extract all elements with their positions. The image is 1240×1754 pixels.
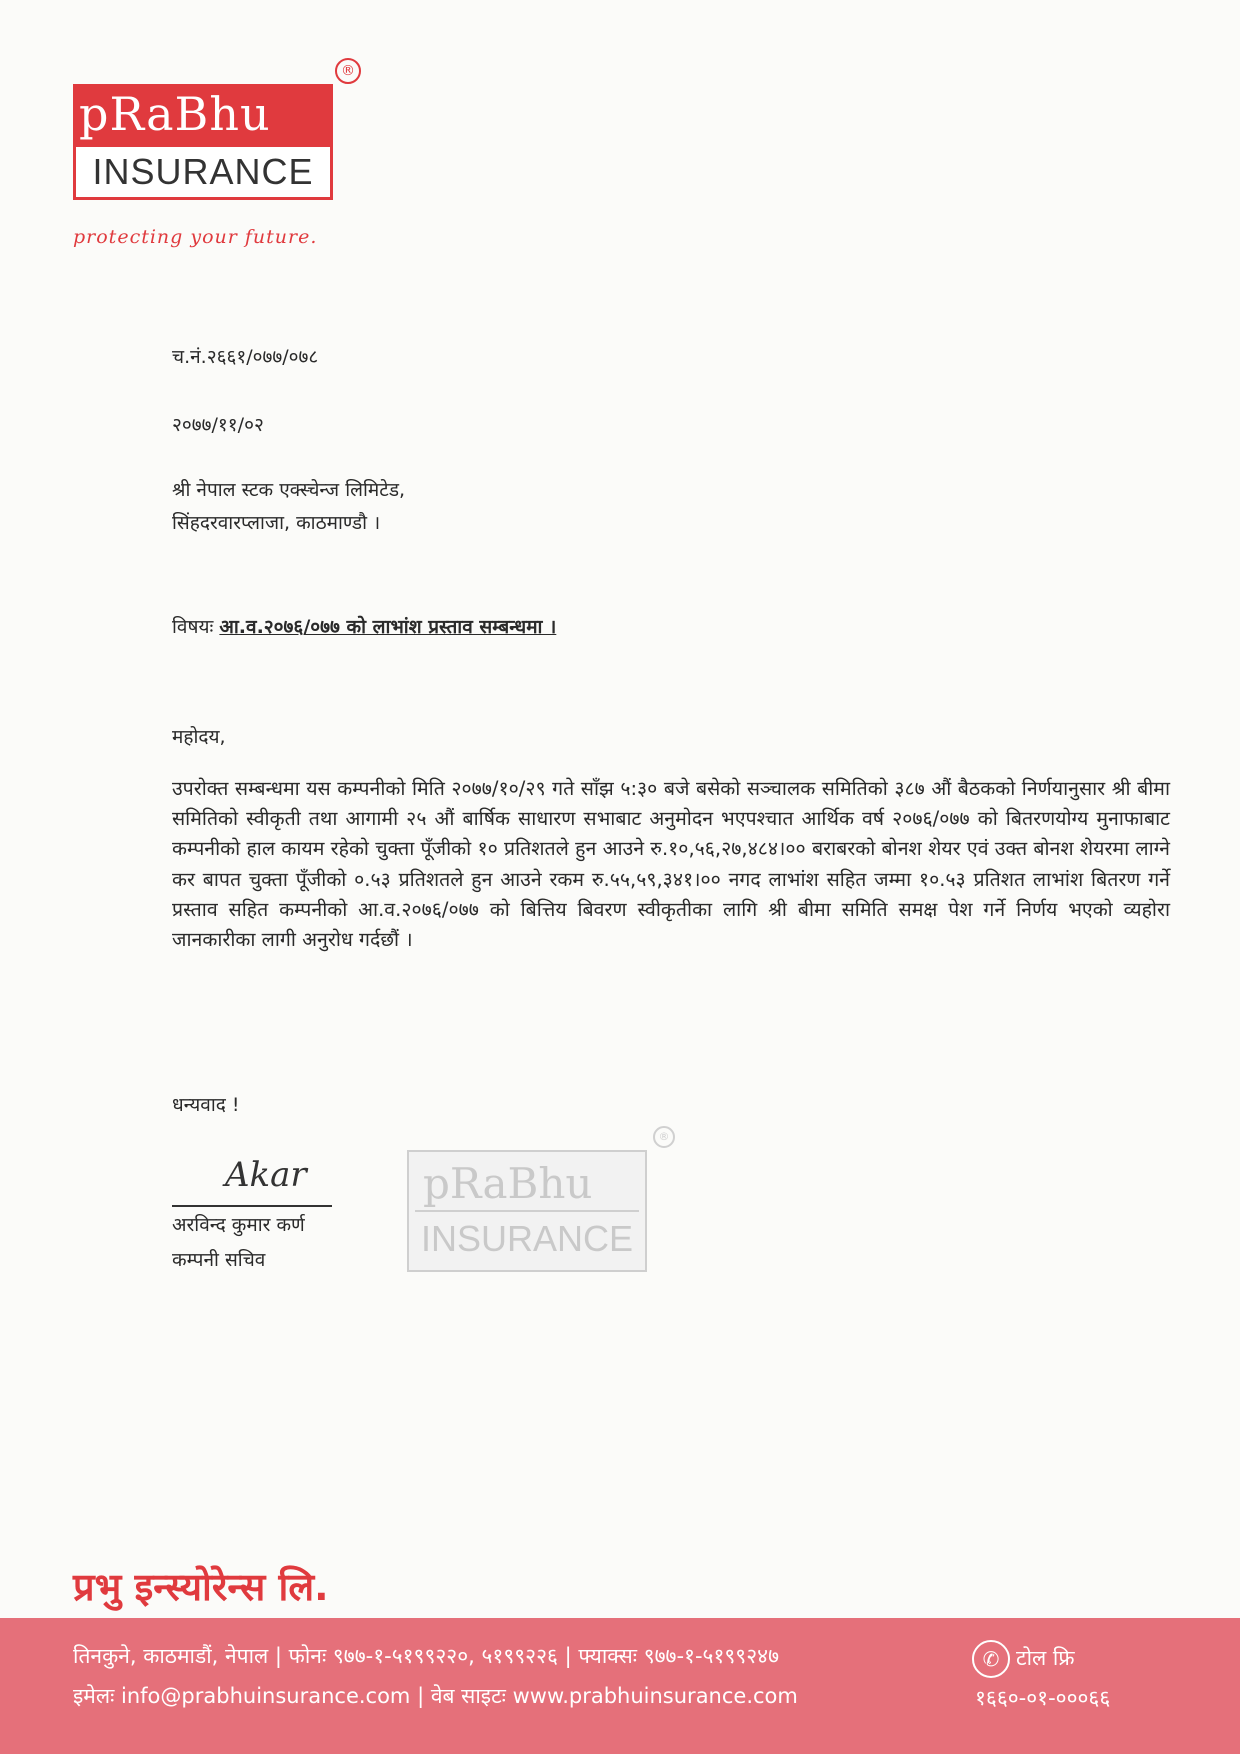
logo-brand-bottom: INSURANCE	[73, 144, 333, 200]
stamp-registered-mark-icon: ®	[653, 1126, 675, 1148]
signature: Akar	[225, 1155, 307, 1195]
recipient-line-2: सिंहदरवारप्लाजा, काठमाण्डौ ।	[172, 512, 381, 534]
toll-free-number: १६६०-०१-०००६६	[975, 1686, 1111, 1710]
phone-icon: ✆	[972, 1640, 1010, 1678]
reference-number: च.नं.२६६१/०७७/०७८	[172, 346, 319, 368]
logo-brand-top: pRaBhu	[73, 84, 333, 144]
letter-body: उपरोक्त सम्बन्धमा यस कम्पनीको मिति २०७७/१०/२९ गते साँझ ५:३० बजे बसेको सञ्चालक समितिको ३८७ औं बैठकको निर्णयानुसार श्री बीमा समितिको स्वीकृती तथा आगामी २५ औं बार्षिक साधारण सभाबाट अनुमोदन भएपश्चात आर्थिक वर्ष २०७६/०७७ को बितरणयोग्य मुनाफाबाट कम्पनीको हाल कायम रहेको चुक्ता पूँजीको १० प्रतिशतले हुन आउने रु.१०,५६,२७,४८४।०० बराबरको बोनश शेयर एवं उक्त बोनश शेयरमा लाग्ने कर बापत चुक्ता पूँजीको ०.५३ प्रतिशतले हुन आउने रकम रु.५५,५९,३४१।०० नगद लाभांश सहित जम्मा १०.५३ प्रतिशत लाभांश बितरण गर्ने प्रस्ताव सहित कम्पनीको आ.व.२०७६/०७७ को बित्तिय बिवरण स्वीकृतीका लागि श्री बीमा समिति समक्ष पेश गर्ने निर्णय भएको व्यहोरा जानकारीका लागी अनुरोध गर्दछौं ।	[172, 777, 1170, 952]
toll-free-label: टोल फ्रि	[1016, 1646, 1075, 1670]
letter-date: २०७७/११/०२	[172, 414, 264, 436]
subject-prefix: विषयः	[172, 616, 214, 638]
footer-address: तिनकुने, काठमाडौं, नेपाल | फोनः ९७७-१-५१९९२२०, ५१९९२२६ | फ्याक्सः ९७७-१-५१९९२४७	[73, 1644, 779, 1668]
salutation: महोदय,	[172, 726, 226, 748]
logo-tagline: protecting your future.	[73, 226, 318, 248]
recipient-line-1: श्री नेपाल स्टक एक्स्चेन्ज लिमिटेड,	[172, 479, 406, 501]
registered-mark-icon: ®	[335, 58, 361, 84]
signatory-name: अरविन्द कुमार कर्ण	[172, 1214, 305, 1236]
signature-line	[172, 1205, 332, 1207]
stamp-brand-top: pRaBhu	[415, 1156, 639, 1212]
company-name: प्रभु इन्स्योरेन्स लि.	[73, 1565, 329, 1609]
signatory-title: कम्पनी सचिव	[172, 1249, 266, 1271]
closing: धन्यवाद !	[172, 1094, 240, 1116]
subject-text: आ.व.२०७६/०७७ को लाभांश प्रस्ताव सम्बन्धमा ।	[219, 616, 557, 638]
subject	[172, 612, 556, 642]
footer-contact: इमेलः info@prabhuinsurance.com | वेब साइटः www.prabhuinsurance.com	[73, 1684, 798, 1708]
stamp-brand-bottom: INSURANCE	[420, 1218, 634, 1259]
